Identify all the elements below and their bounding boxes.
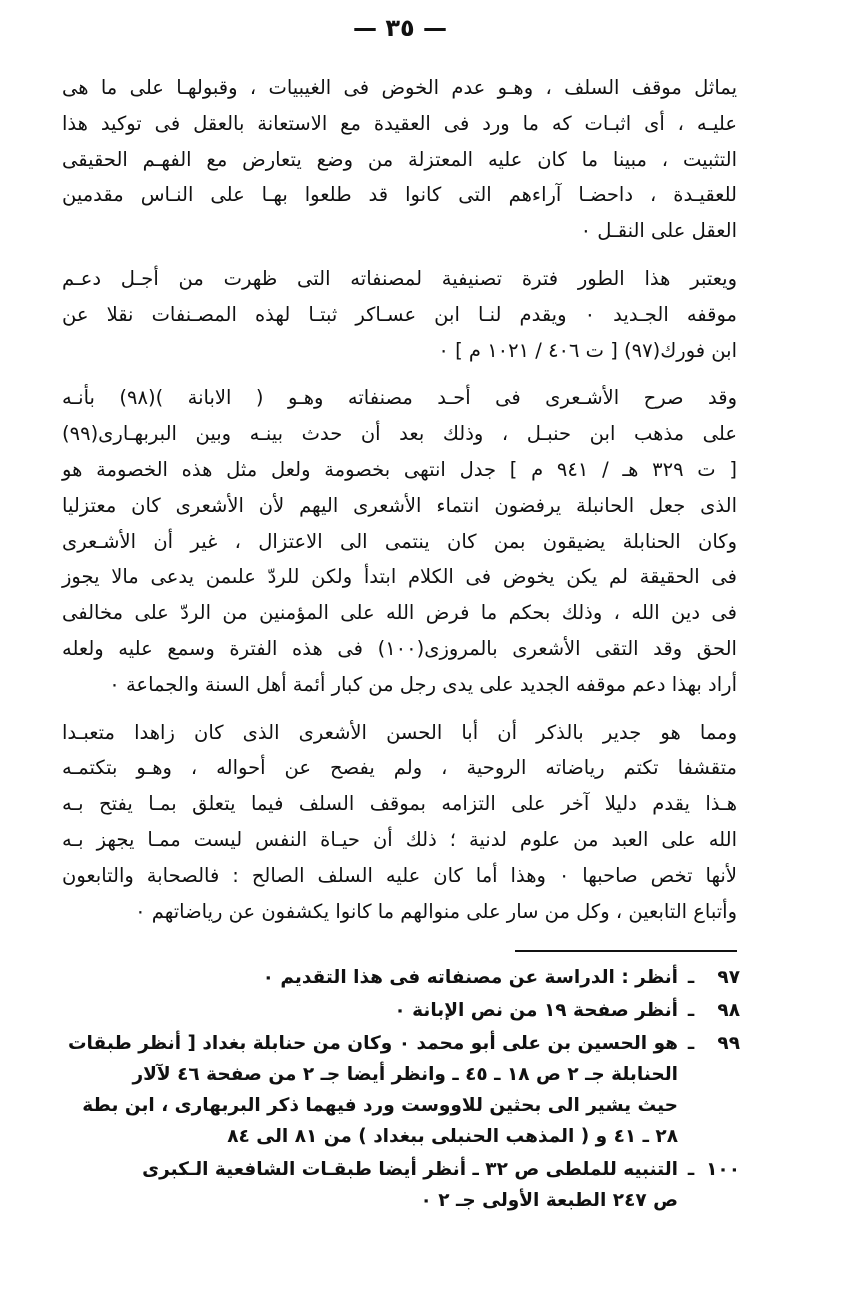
text-line: التثبيت ، مبينا ما كان عليه المعتزلة من وضع يتعارض مع الفهـم الحقيقى <box>62 147 737 171</box>
text-line: وكان الحنابلة يضيقون بمن كان ينتمى الى الاعتزال ، غير أن الأشـعرى <box>62 529 737 553</box>
text-line: لأنها تخص صاحبها ٠ وهذا أما كان عليه السلف الصالح : فالصحابة والتابعون <box>62 863 737 887</box>
footnote-line: ص ٢٤٧ الطبعة الأولى جـ ٢ ٠ <box>420 1190 678 1211</box>
footnote-line: حيث يشير الى بحثين للاووست ورد فيهما ذكر البربهارى ، ابن بطة <box>82 1095 678 1116</box>
text-line: العقل على النقـل ٠ <box>580 219 737 243</box>
text-line: ومما هو جدير بالذكر أن أبا الحسن الأشعرى الذى كان زاهدا متعبـدا <box>62 720 737 744</box>
footnote-line: الحنابلة جـ ٢ ص ١٨ ـ ٤٥ ـ وانظر أيضا جـ ٢ من صفحة ٤٦ لآلار <box>132 1064 678 1085</box>
footnote-text <box>68 1028 678 1152</box>
text-line: الحق وقد التقى الأشعرى بالمروزى(١٠٠) فى هذه الفترة وسمع عليه ولعله <box>62 636 737 660</box>
footnote-number: ١٠٠ <box>706 1159 740 1180</box>
text-line: الذى جعل الحانبلة يرفضون انتماء الأشعرى اليهم لأن الأشعرى كان معتزليا <box>62 493 737 517</box>
text-line: ابن فورك(٩٧) [ ت ٤٠٦ / ١٠٢١ م ] ٠ <box>438 338 737 362</box>
footnote-text <box>100 1154 678 1216</box>
text-line: وقد صرح الأشـعرى فى أحـد مصنفاته وهـو ( الابانة )(٩٨) بأنـه <box>62 386 737 410</box>
text-line: وأتباع التابعين ، وكل من سار على منوالهم ما كانوا يكشفون عن رياضاتهم ٠ <box>135 899 737 923</box>
footnote-line: هو الحسين بن على أبو محمد ٠ وكان من حنابلة بغداد [ أنظر طبقات <box>67 1033 678 1054</box>
footnote-line: التنبيه للملطى ص ٣٢ ـ أنظر أيضا طبقـات الشافعية الـكبرى <box>142 1159 678 1180</box>
footnote-text <box>100 995 678 1026</box>
footnote-text <box>100 962 678 993</box>
footnote-100 <box>100 1154 740 1216</box>
footnote-99 <box>67 1028 740 1152</box>
footnote-dash: ـ <box>687 1000 695 1021</box>
footnote-dash: ـ <box>687 1033 695 1054</box>
footnote-dash: ـ <box>687 967 695 988</box>
text-line: متقشفا تكتم رياضاته الروحية ، ولم يفصح عن أحواله ، وهـو بتكتمـه <box>62 756 737 780</box>
text-line: يماثل موقف السلف ، وهـو عدم الخوض فى الغيبيات ، وقبولهـا على ما هى <box>62 76 737 99</box>
text-line: عليـه ، أى اثبـات كه ما ورد فى العقيدة مع الاستعانة بالعقل فى توكيد هذا <box>62 111 737 135</box>
main-text <box>62 70 737 941</box>
footnote-number: ٩٧ <box>717 967 740 988</box>
paragraph-4 <box>62 715 737 930</box>
footnotes <box>67 962 740 1218</box>
footnote-separator <box>515 950 737 952</box>
paragraph-3 <box>62 380 737 702</box>
text-line: فى دين الله ، وذلك بحكم ما فرض الله على المؤمنين من الردّ على مخالفى <box>62 601 737 625</box>
footnote-line: أنظر صفحة ١٩ من نص الإبانة ٠ <box>394 1000 678 1021</box>
footnote-number: ٩٨ <box>717 1000 740 1021</box>
text-line: الله على العبد من علوم لدنية ؛ ذلك أن حيـاة النفس ليست ممـا يجهز بـه <box>62 827 737 851</box>
footnote-line: ٢٨ ـ ٤١ و ( المذهب الحنبلى ببغداد ) من ٨١ الى ٨٤ <box>227 1126 678 1147</box>
text-line: هـذا يقدم دليلا آخر على التزامه بموقف السلف فيما يتعلق بمـا يفتح بـه <box>62 792 737 816</box>
footnote-98 <box>100 995 740 1026</box>
footnote-dash: ـ <box>687 1159 695 1180</box>
text-line: على مذهب ابن حنبـل ، وذلك بعد أن حدث بينـه وبين البربهـارى(٩٩) <box>62 422 737 446</box>
text-line: فى الحقيقة لم يكن يخوض فى الكلام ابتدأ ولكن للردّ علىمن يدعى مالا يجوز <box>62 565 737 589</box>
paragraph-2 <box>62 261 737 368</box>
footnote-number: ٩٩ <box>717 1033 740 1054</box>
paragraph-1 <box>62 70 737 249</box>
page-number: — ٣٥ — <box>352 14 447 42</box>
text-line: للعقيـدة ، داحضـا آراءهم التى كانوا قد طلعوا بهـا على النـاس مقدمين <box>62 183 737 207</box>
text-line: موقفه الجـديد ٠ ويقدم لنـا ابن عسـاكر ثبتـا لهذه المصـنفات نقلا عن <box>62 302 737 326</box>
footnote-97 <box>100 962 740 993</box>
text-line: [ ت ٣٢٩ هـ / ٩٤١ م ] جدل انتهى بخصومة ولعل مثل هذه الخصومة هو <box>62 457 737 481</box>
text-line: ويعتبر هذا الطور فترة تصنيفية لمصنفاته التى ظهرت من أجـل دعـم <box>62 266 737 290</box>
text-line: أراد بهذا دعم موقفه الجديد على يدى رجل من كبار أئمة أهل السنة والجماعة ٠ <box>109 672 737 696</box>
footnote-line: أنظر : الدراسة عن مصنفاته فى هذا التقديم ٠ <box>262 967 678 988</box>
